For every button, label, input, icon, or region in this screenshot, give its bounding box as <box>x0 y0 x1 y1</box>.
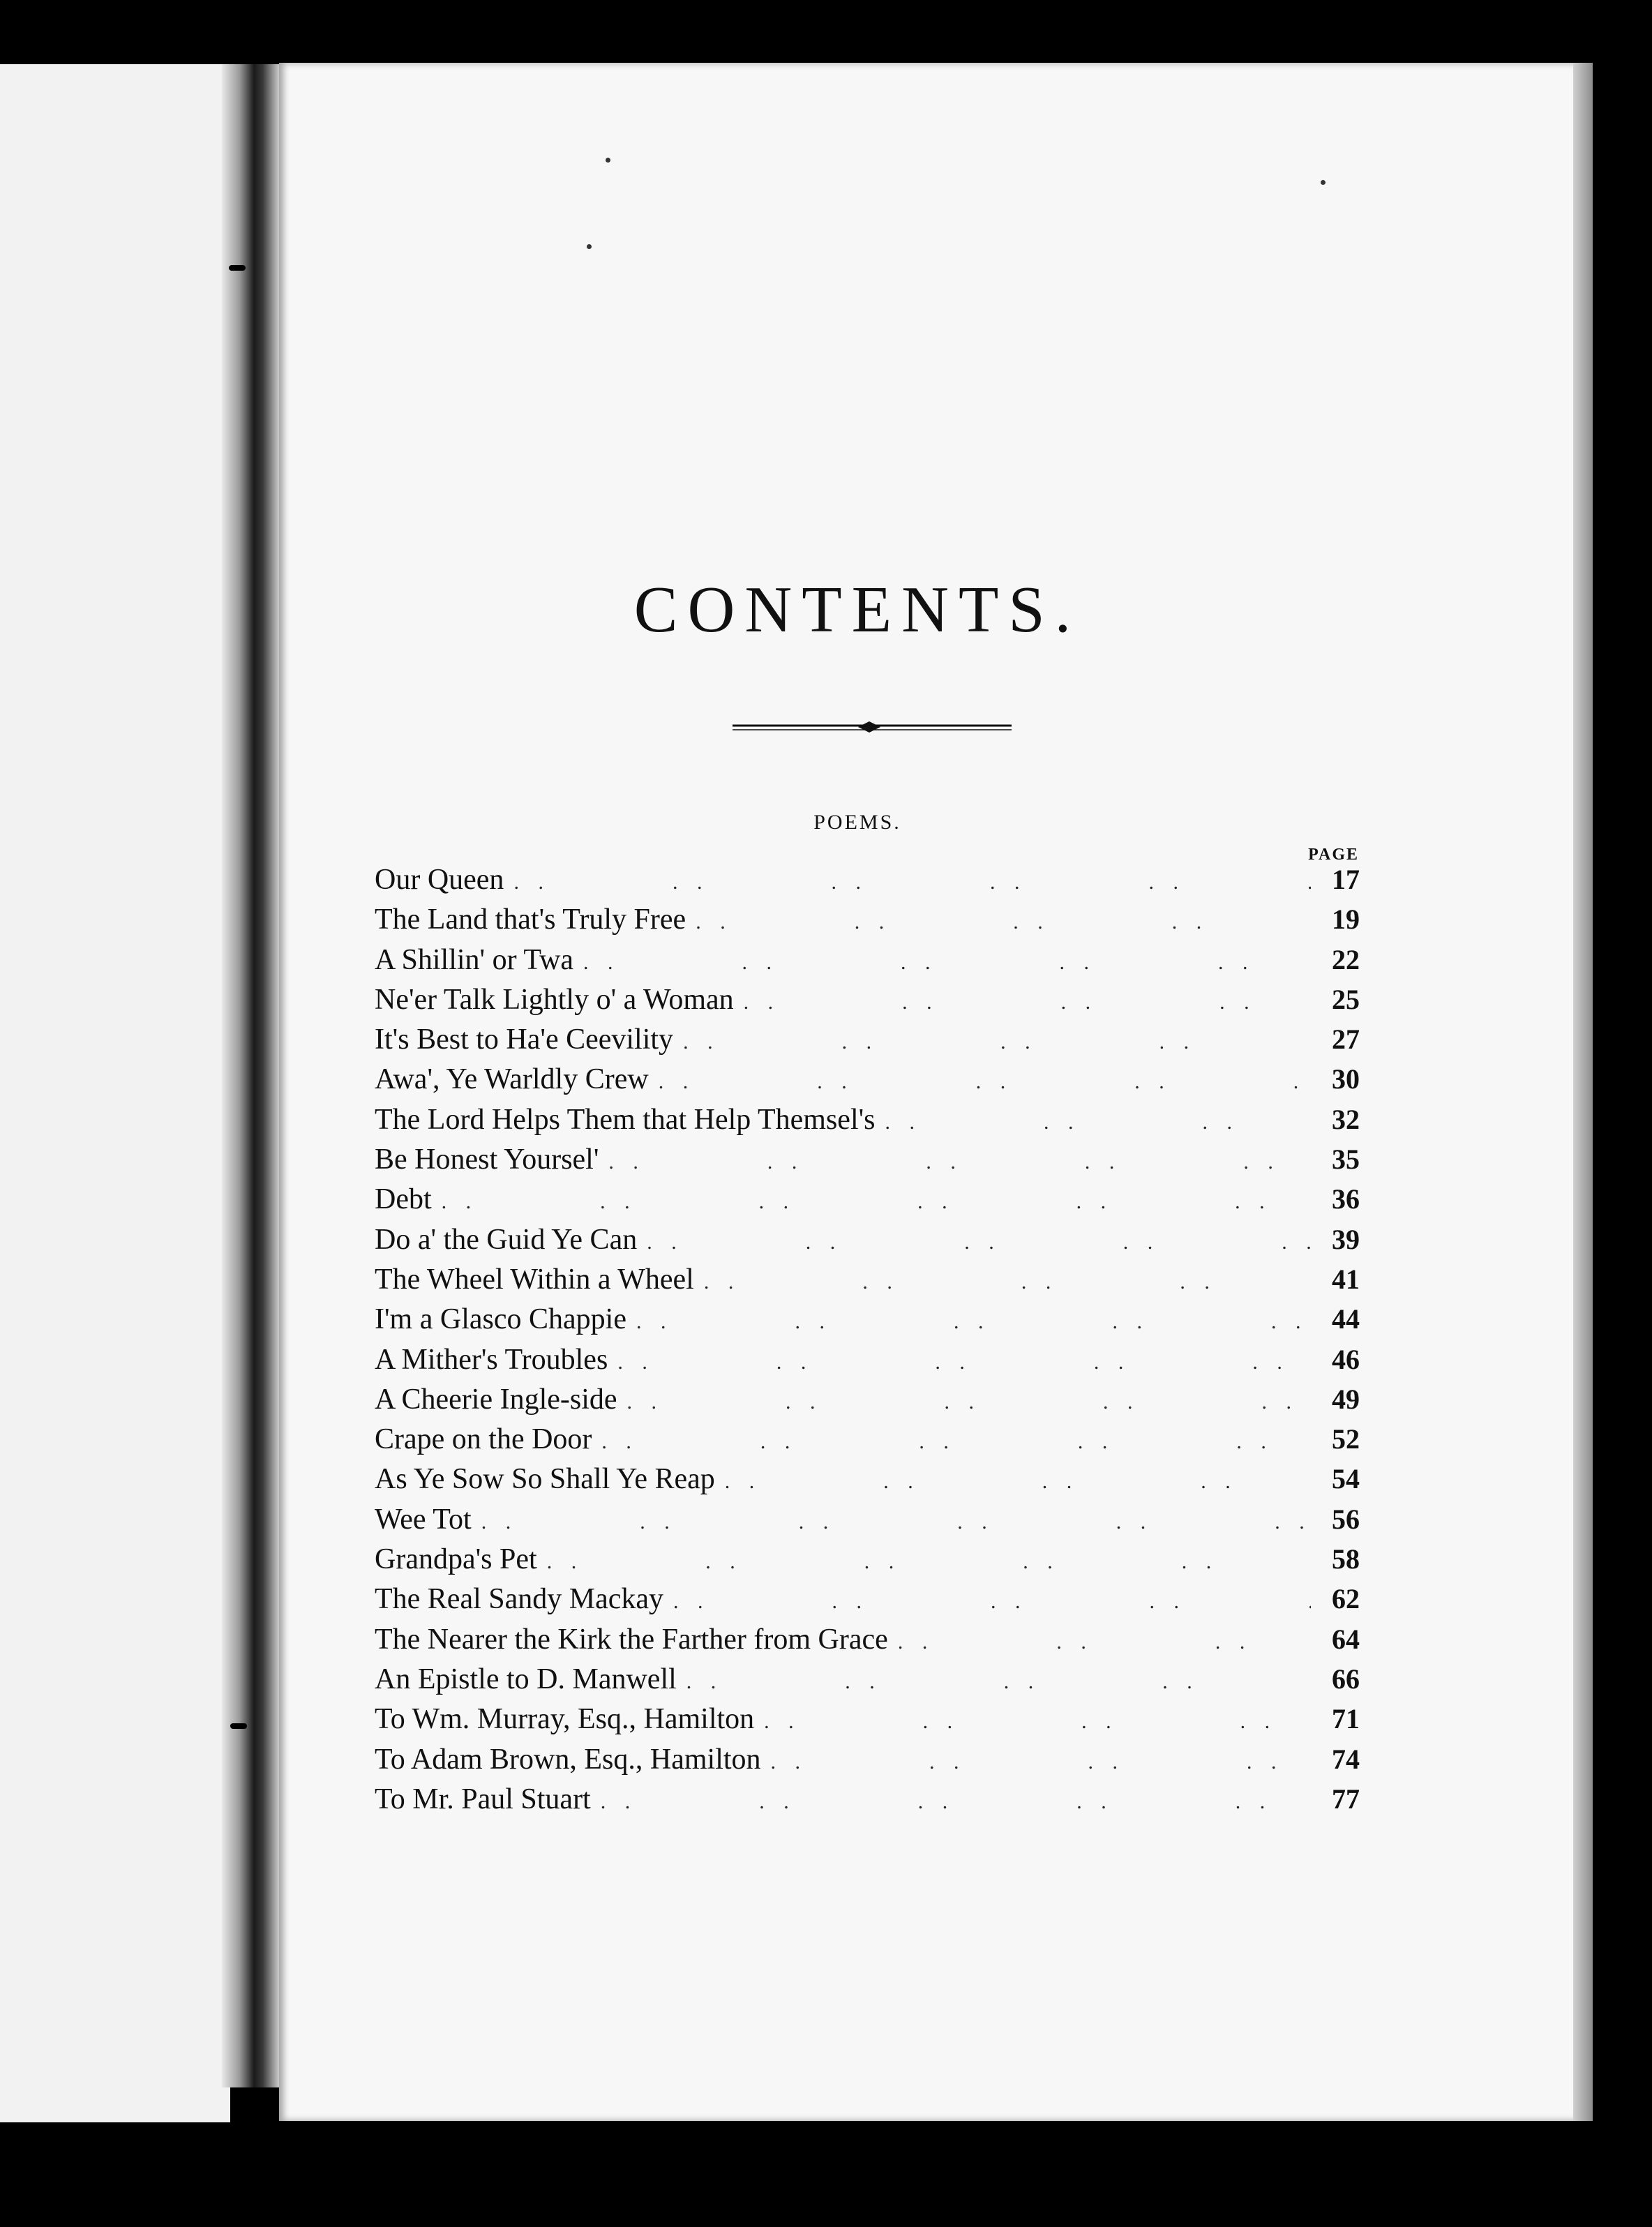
toc-entry-page: 62 <box>1332 1583 1360 1615</box>
speck <box>1321 180 1326 185</box>
toc-entry <box>375 1220 1360 1259</box>
toc-entry-page: 41 <box>1332 1263 1360 1295</box>
toc-entry-title: To Wm. Murray, Esq., Hamilton <box>375 1703 755 1736</box>
toc-entry <box>375 1619 1360 1659</box>
table-of-contents <box>375 860 1360 1819</box>
leader-dots <box>617 1342 1311 1382</box>
toc-entry <box>375 1100 1360 1139</box>
leader-dots <box>636 1302 1311 1342</box>
toc-entry <box>375 1139 1360 1179</box>
toc-entry-title: Be Honest Yoursel' <box>375 1144 599 1176</box>
toc-entry-page: 27 <box>1332 1023 1360 1056</box>
toc-entry <box>375 1659 1360 1699</box>
toc-entry-page: 49 <box>1332 1383 1360 1415</box>
book-gutter <box>222 64 280 2087</box>
toc-entry-title: The Real Sandy Mackay <box>375 1583 664 1616</box>
leader-dots <box>583 943 1311 982</box>
toc-entry-page: 44 <box>1332 1303 1360 1335</box>
toc-entry-page: 58 <box>1332 1543 1360 1575</box>
page-title: CONTENTS. <box>633 573 1081 646</box>
leader-dots <box>898 1622 1311 1662</box>
toc-entry-title: Ne'er Talk Lightly o' a Woman <box>375 983 734 1016</box>
toc-entry-title: Wee Tot <box>375 1503 472 1536</box>
leader-dots <box>704 1262 1311 1302</box>
toc-entry <box>375 940 1360 980</box>
leader-dots <box>673 1582 1311 1621</box>
leader-dots <box>442 1182 1311 1222</box>
toc-entry <box>375 1739 1360 1779</box>
toc-entry-page: 54 <box>1332 1463 1360 1495</box>
toc-entry-page: 30 <box>1332 1063 1360 1095</box>
toc-entry-page: 19 <box>1332 903 1360 936</box>
toc-entry <box>375 1579 1360 1619</box>
toc-entry-title: A Cheerie Ingle-side <box>375 1383 617 1416</box>
toc-entry-title: The Nearer the Kirk the Farther from Grace <box>375 1623 888 1656</box>
toc-entry <box>375 1059 1360 1099</box>
toc-entry-title: Debt <box>375 1183 432 1216</box>
toc-entry-title: The Lord Helps Them that Help Themsel's <box>375 1103 876 1136</box>
toc-entry <box>375 860 1360 899</box>
toc-entry <box>375 1379 1360 1419</box>
toc-entry <box>375 1419 1360 1459</box>
leader-dots <box>885 1102 1311 1142</box>
leader-dots <box>686 1662 1311 1702</box>
toc-entry-title: Awa', Ye Warldly Crew <box>375 1063 649 1096</box>
leader-dots <box>601 1422 1311 1462</box>
toc-entry <box>375 899 1360 939</box>
toc-entry <box>375 1019 1360 1059</box>
leader-dots <box>513 862 1311 902</box>
toc-entry <box>375 1259 1360 1299</box>
toc-entry-page: 25 <box>1332 983 1360 1015</box>
toc-entry <box>375 1299 1360 1339</box>
toc-entry <box>375 1499 1360 1539</box>
leader-dots <box>481 1502 1311 1542</box>
toc-entry-title: To Mr. Paul Stuart <box>375 1783 591 1815</box>
leader-dots <box>771 1742 1311 1782</box>
toc-entry-title: Do a' the Guid Ye Can <box>375 1223 638 1256</box>
toc-entry <box>375 1459 1360 1499</box>
toc-entry-title: Grandpa's Pet <box>375 1543 537 1576</box>
leader-dots <box>696 902 1311 942</box>
toc-entry <box>375 1699 1360 1739</box>
toc-entry-page: 17 <box>1332 864 1360 895</box>
speck <box>606 158 610 163</box>
section-heading: POEMS. <box>813 811 901 834</box>
page-edge <box>1573 63 1593 2121</box>
toc-entry-page: 64 <box>1332 1623 1360 1655</box>
toc-entry-page: 66 <box>1332 1663 1360 1695</box>
toc-entry-page: 77 <box>1332 1783 1360 1815</box>
toc-entry-page: 39 <box>1332 1223 1360 1255</box>
leader-dots <box>725 1462 1311 1501</box>
toc-entry-title: As Ye Sow So Shall Ye Reap <box>375 1463 715 1496</box>
toc-entry <box>375 1179 1360 1219</box>
toc-entry <box>375 1539 1360 1579</box>
leader-dots <box>647 1222 1311 1262</box>
toc-entry-title: Our Queen <box>375 864 504 896</box>
gutter-mark <box>230 1723 247 1729</box>
toc-entry-title: The Wheel Within a Wheel <box>375 1263 694 1296</box>
toc-entry-title: A Mither's Troubles <box>375 1343 608 1376</box>
leader-dots <box>627 1382 1311 1422</box>
gutter-mark <box>229 265 246 271</box>
toc-entry-page: 71 <box>1332 1703 1360 1735</box>
toc-entry-page: 35 <box>1332 1144 1360 1176</box>
toc-entry-title: Crape on the Door <box>375 1423 592 1456</box>
left-page <box>0 64 230 2122</box>
toc-entry-title: It's Best to Ha'e Ceevility <box>375 1023 674 1056</box>
ornament-divider <box>733 719 1012 735</box>
toc-entry-title: To Adam Brown, Esq., Hamilton <box>375 1743 761 1776</box>
toc-entry-page: 36 <box>1332 1183 1360 1215</box>
leader-dots <box>683 1022 1311 1062</box>
toc-entry <box>375 980 1360 1019</box>
toc-entry <box>375 1340 1360 1379</box>
speck <box>587 244 592 249</box>
leader-dots <box>601 1782 1311 1822</box>
toc-entry-page: 46 <box>1332 1343 1360 1375</box>
leader-dots <box>659 1062 1311 1102</box>
toc-entry-page: 56 <box>1332 1503 1360 1535</box>
toc-entry <box>375 1779 1360 1819</box>
toc-entry-title: The Land that's Truly Free <box>375 903 686 936</box>
leader-dots <box>744 982 1311 1022</box>
toc-entry-title: An Epistle to D. Manwell <box>375 1663 677 1695</box>
toc-entry-title: I'm a Glasco Chappie <box>375 1303 626 1336</box>
toc-entry-page: 52 <box>1332 1423 1360 1455</box>
toc-entry-page: 74 <box>1332 1743 1360 1775</box>
toc-entry-title: A Shillin' or Twa <box>375 943 574 976</box>
page-column-label: PAGE <box>1308 846 1359 864</box>
leader-dots <box>608 1142 1311 1182</box>
toc-entry-page: 22 <box>1332 943 1360 975</box>
toc-entry-page: 32 <box>1332 1103 1360 1135</box>
leader-dots <box>764 1702 1311 1741</box>
leader-dots <box>547 1542 1311 1582</box>
